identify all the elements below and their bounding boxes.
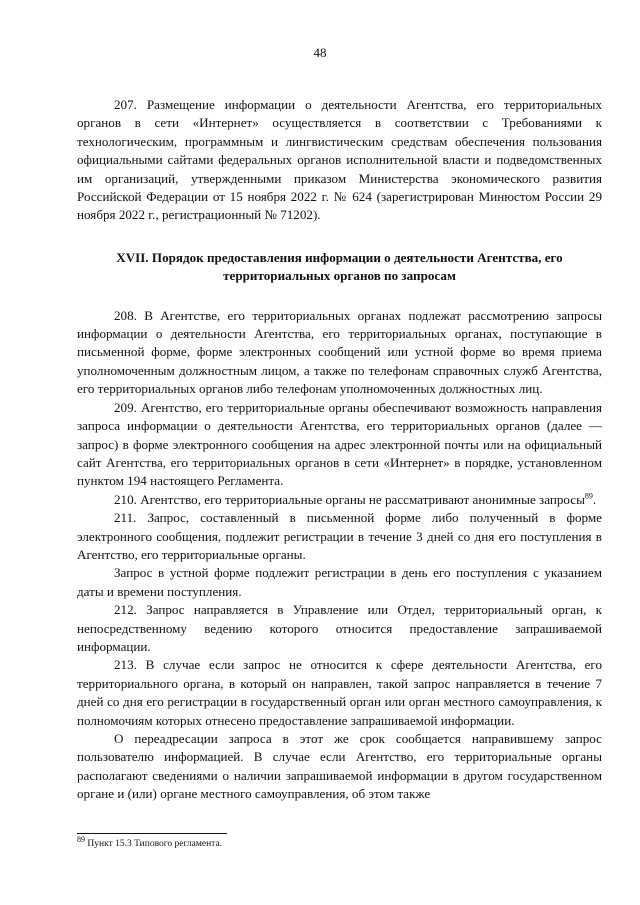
paragraph-211: 211. Запрос, составленный в письменной форме либо полученный в форме электронного сообщения, подлежит регистрации в течение 3 дней со дня его поступления в Агентство, его территориальные органы. [77, 510, 602, 562]
paragraph-210 [77, 491, 602, 509]
footnote-number: 89 [77, 834, 85, 844]
paragraph-212: 212. Запрос направляется в Управление или Отдел, территориальный орган, к непосредственному ведению которого относится предоставление запрашиваемой информации. [77, 602, 602, 654]
paragraph-210-end: . [592, 491, 597, 507]
footnote-text: Пункт 15.3 Типового регламента. [85, 839, 223, 849]
paragraph-oral-request: Запрос в устной форме подлежит регистрации в день его поступления с указанием даты и времени поступления. [77, 565, 602, 599]
paragraph-207: 207. Размещение информации о деятельности Агентства, его территориальных органов в сети «Интернет» осуществляется в соответствии с Требованиями к технологическим, программным и лингвистическим средствам обеспечения пользования официальными сайтами федеральных органов исполнительной власти и подведомственных им организаций, утвержденными приказом Министерства экономического развития Российской Федерации от 15 ноября 2022 г. № 624 (зарегистрирован Минюстом России 29 ноября 2022 г., регистрационный № 71202). [77, 97, 602, 223]
paragraph-209: 209. Агентство, его территориальные органы обеспечивают возможность направления запроса информации о деятельности Агентства, его территориальных органов (далее — запрос) в форме электронного сообщения на адрес электронной почты или на официальный сайт Агентства, его территориальных органов в сети «Интернет» в порядке, установленном пунктом 194 настоящего Регламента. [77, 399, 602, 489]
paragraph-210-text: 210. Агентство, его территориальные органы не рассматривают анонимные запросы [114, 491, 585, 507]
paragraph-213: 213. В случае если запрос не относится к сфере деятельности Агентства, его территориального органа, в который он направлен, такой запрос направляется в течение 7 дней со дня его регистрации в государственный орган или орган местного самоуправления, к полномочиям которых отнесено предоставление запрашиваемой информации. [77, 657, 602, 728]
footnote-89 [77, 834, 602, 850]
footnote-ref-89[interactable]: 89 [584, 491, 593, 501]
paragraph-redirect: О переадресации запроса в этот же срок сообщается направившему запрос пользователю информацией. В случае если Агентство, его территориальные органы располагают сведениями о наличии запрашиваемой информации в другом государственном органе и (или) органе местного самоуправления, об этом также [77, 731, 602, 802]
paragraph-208: 208. В Агентстве, его территориальных органах подлежат рассмотрению запросы информации о деятельности Агентства, его территориальных органах, поступающие в письменной форме, форме электронных сообщений или устной форме во время приема уполномоченным должностным лицом, а также по телефонам справочных служб Агентства, его территориальных органов либо телефонам уполномоченных должностных лиц. [77, 307, 602, 397]
section-heading-xvii: XVII. Порядок предоставления информации о деятельности Агентства, его территориальных органов по запросам [116, 249, 563, 284]
page-number: 48 [313, 45, 327, 60]
footnote-divider [77, 833, 227, 834]
document-body [77, 96, 602, 804]
